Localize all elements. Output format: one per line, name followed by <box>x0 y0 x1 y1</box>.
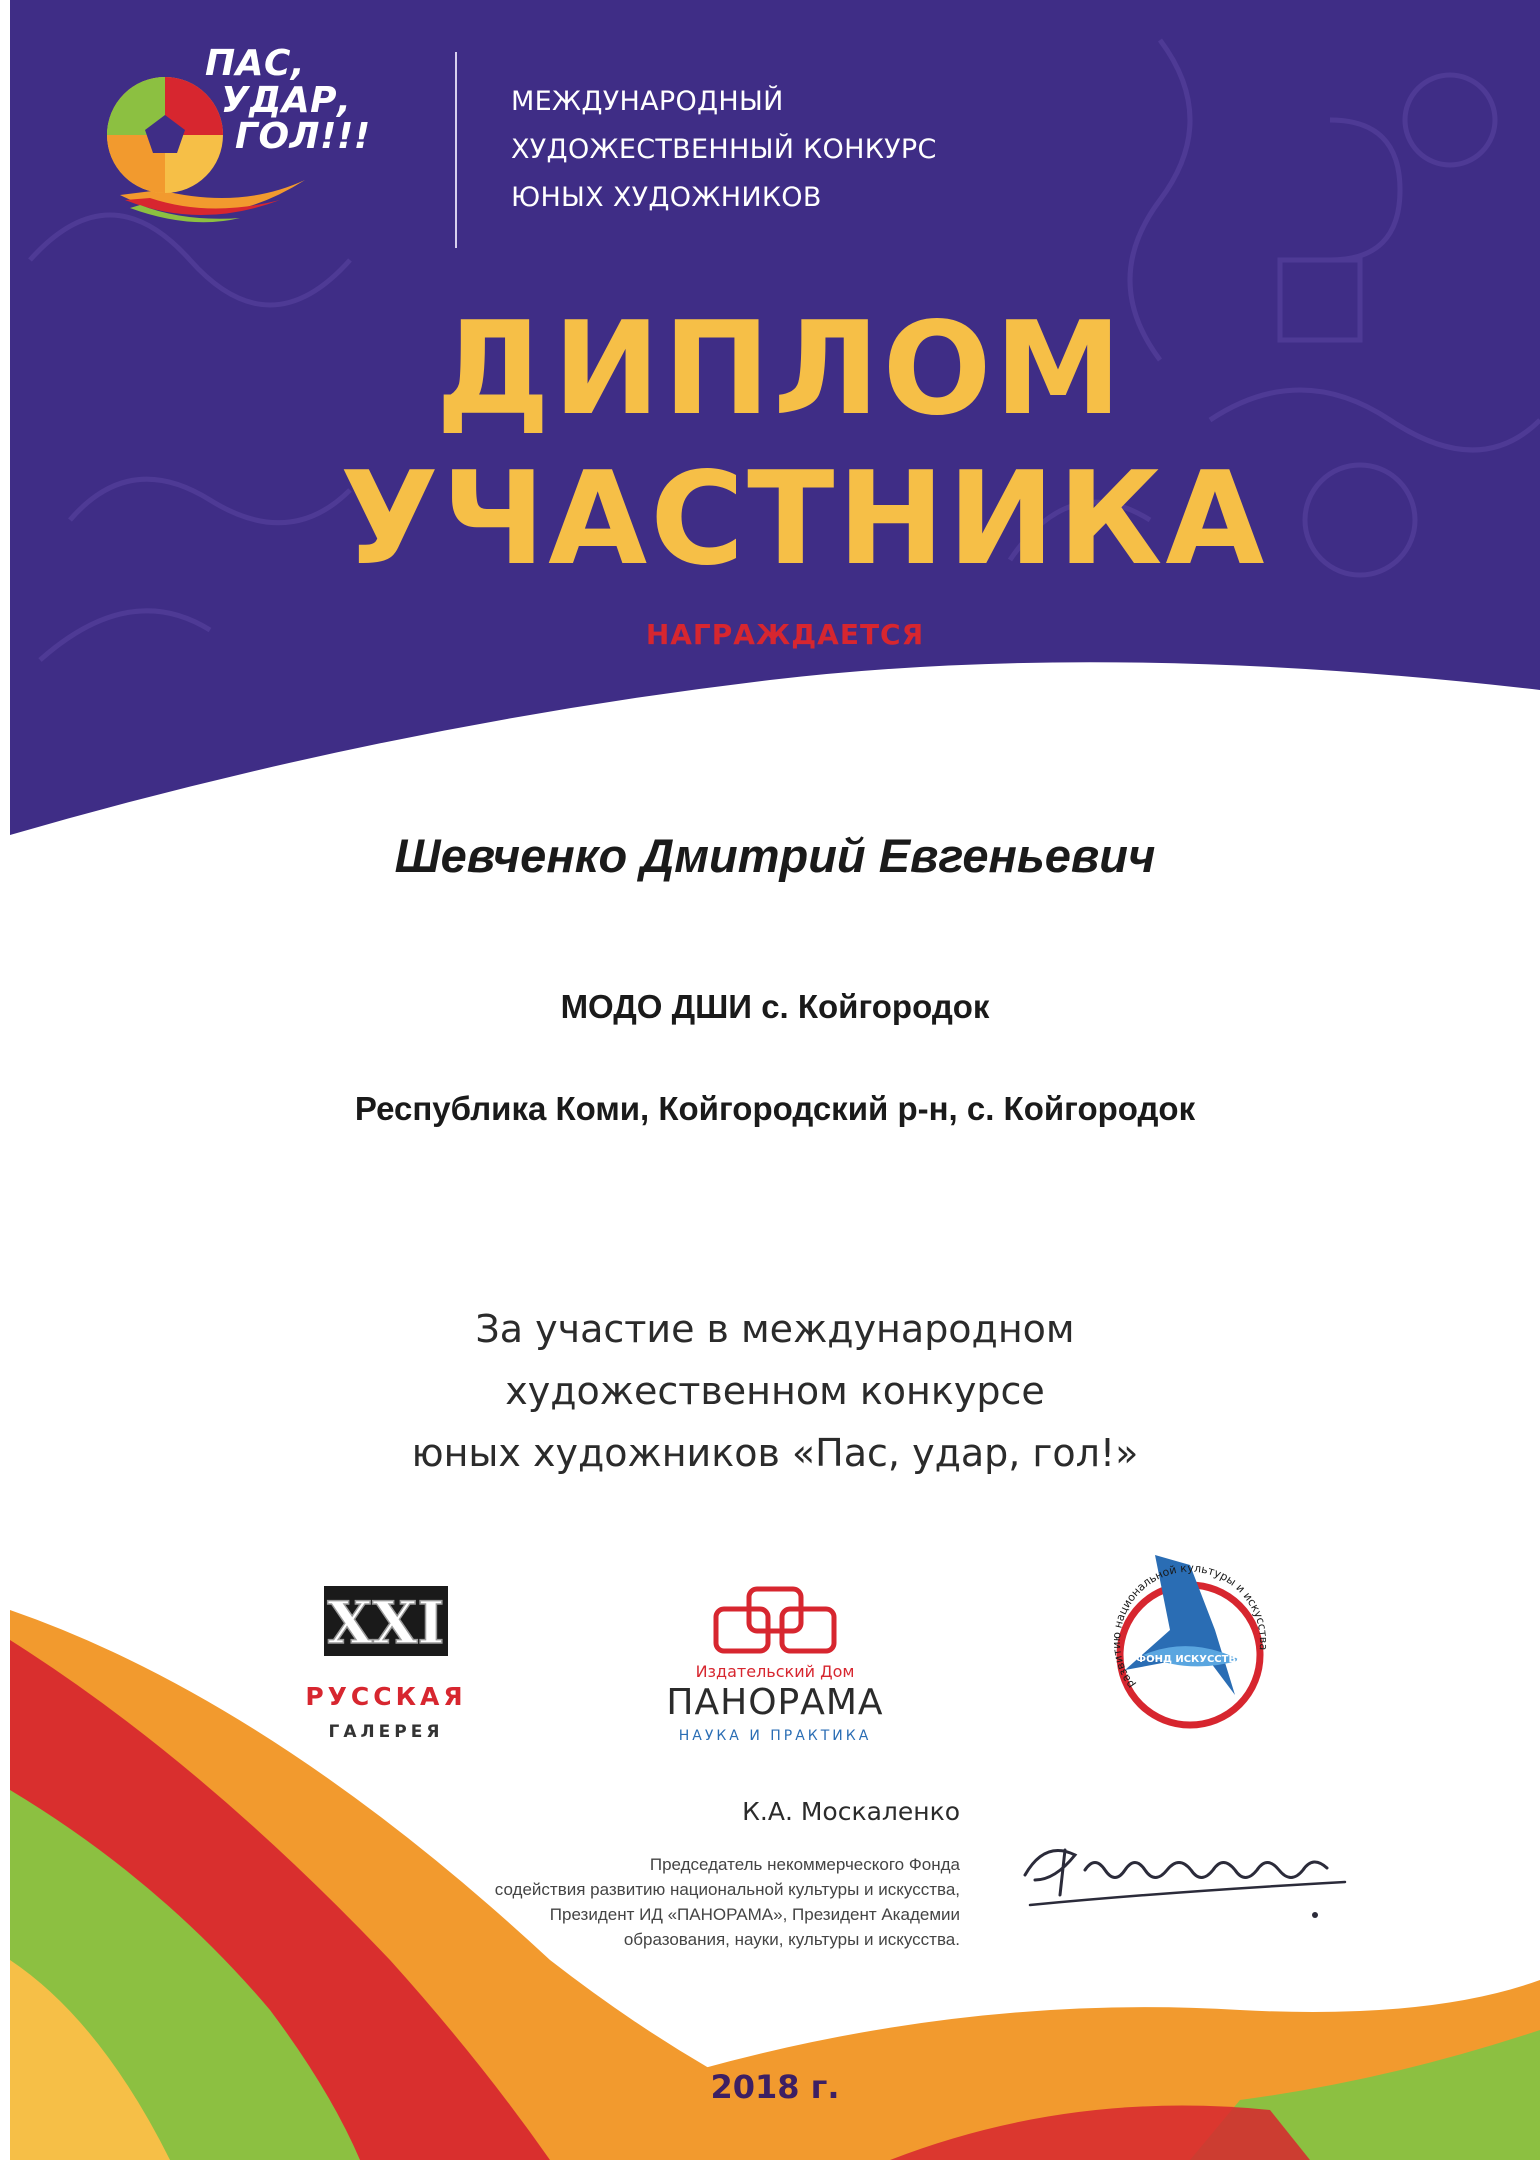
recipient-name: Шевченко Дмитрий Евгеньевич <box>394 829 1156 882</box>
panorama-squares-icon <box>710 1585 840 1660</box>
signer-role-line-4: образования, науки, культуры и искусства. <box>623 1930 960 1949</box>
signer-role-line-1: Председатель некоммерческого Фонда <box>649 1855 960 1874</box>
signer-name: К.А. Москаленко <box>742 1797 960 1826</box>
diploma-title-line-2: УЧАСТНИКА <box>340 445 1268 594</box>
contest-line-3: ЮНЫХ ХУДОЖНИКОВ <box>511 182 822 213</box>
fund-arc-text: развитию национальной культуры и искусства <box>1109 1561 1271 1691</box>
xxi-mark-icon <box>324 1586 448 1656</box>
signer-role <box>390 1852 960 1952</box>
logo-line-1: ПАС, <box>205 43 306 84</box>
panorama-title: ПАНОРАМА <box>666 1682 884 1723</box>
diploma-title <box>340 295 1268 595</box>
gallery-title: РУССКАЯ <box>305 1682 467 1711</box>
awarded-label: НАГРАЖДАЕТСЯ <box>645 618 925 651</box>
handwritten-signature <box>1015 1820 1405 1930</box>
recipient-school: МОДО ДШИ с. Койгородок <box>560 988 990 1025</box>
award-reason-line-3: юных художников «Пас, удар, гол!» <box>411 1431 1139 1475</box>
panorama-pre-label: Издательский Дом <box>695 1662 855 1681</box>
culture-fund-logo <box>1095 1535 1285 1745</box>
panorama-logo <box>650 1580 900 1760</box>
contest-line-2: ХУДОЖЕСТВЕННЫЙ КОНКУРС <box>511 134 937 165</box>
logo-line-3: ГОЛ!!! <box>235 116 371 158</box>
award-reason <box>10 1298 1540 1484</box>
signer-role-line-2: содействия развитию национальной культуры и искусства, <box>494 1880 960 1899</box>
xxi-mark-text: XXI <box>327 1589 445 1656</box>
logo-wordmark <box>205 43 435 158</box>
year-label: 2018 г. <box>710 2068 840 2106</box>
recipient-region: Республика Коми, Койгородский р-н, с. Койгородок <box>354 1090 1196 1127</box>
contest-line-1: МЕЖДУНАРОДНЫЙ <box>511 86 784 117</box>
diploma-title-line-1: ДИПЛОМ <box>436 295 1125 444</box>
header-divider <box>455 52 457 248</box>
logo-line-2: УДАР, <box>221 79 352 121</box>
diploma-page <box>10 0 1540 2160</box>
contest-logo <box>90 40 420 240</box>
contest-title <box>511 78 1071 222</box>
panorama-subtitle: НАУКА И ПРАКТИКА <box>678 1728 872 1744</box>
fund-inner-text: ФОНД ИСКУССТВА <box>1136 1654 1244 1665</box>
award-reason-line-1: За участие в международном <box>475 1307 1075 1351</box>
russian-gallery-logo <box>286 1580 486 1755</box>
gallery-subtitle: ГАЛЕРЕЯ <box>328 1722 444 1742</box>
signer-role-line-3: Президент ИД «ПАНОРАМА», Президент Академии <box>549 1905 960 1924</box>
award-reason-line-2: художественном конкурсе <box>505 1369 1045 1413</box>
